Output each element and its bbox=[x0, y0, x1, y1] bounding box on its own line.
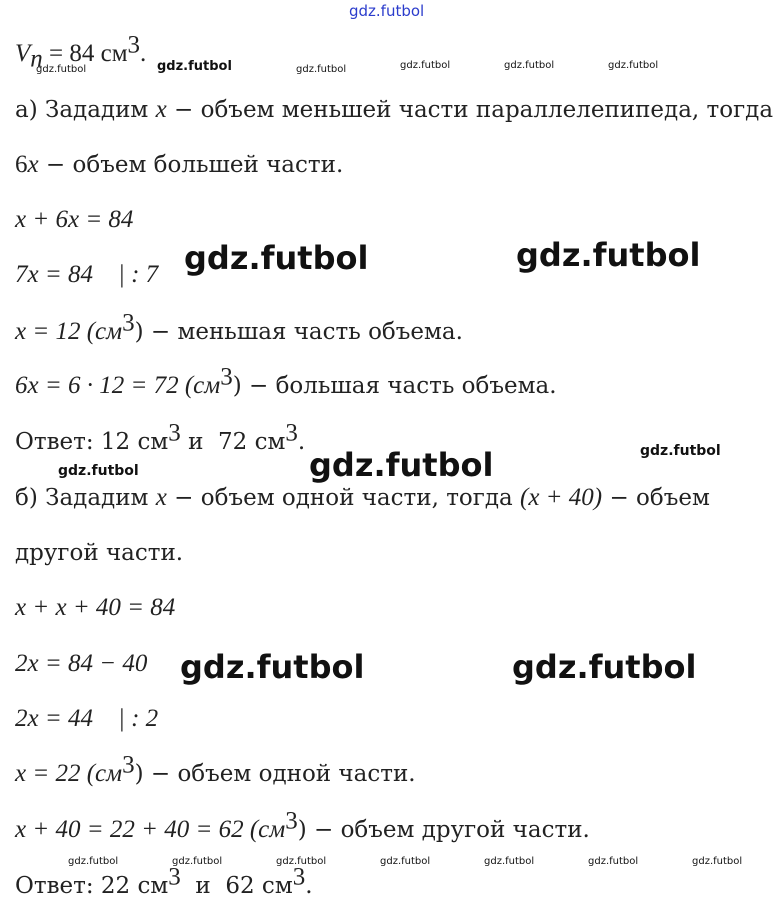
watermark: gdz.futbol bbox=[309, 446, 494, 484]
period: . bbox=[297, 429, 306, 455]
exponent: 3 bbox=[292, 863, 306, 891]
watermark: gdz.futbol bbox=[157, 59, 232, 74]
equation-text: x + 40 = 22 + 40 = 62 (см bbox=[15, 816, 286, 843]
equation-tail: ) − объем одной части. bbox=[134, 761, 416, 787]
part-a-intro-continued bbox=[15, 151, 343, 179]
watermark: gdz.futbol bbox=[380, 856, 431, 867]
watermark-top: gdz.futbol bbox=[349, 2, 425, 20]
answer-text: и 62 см bbox=[180, 873, 293, 899]
coefficient: 6 bbox=[15, 151, 28, 178]
part-b-equation-2: 2x = 84 − 40 bbox=[15, 650, 148, 677]
part-a-equation-1: x + 6x = 84 bbox=[15, 206, 134, 233]
watermark: gdz.futbol bbox=[640, 443, 721, 459]
exponent: 3 bbox=[127, 31, 141, 59]
watermark: gdz.futbol bbox=[276, 856, 327, 867]
variable-x: x bbox=[27, 151, 39, 178]
period: . bbox=[140, 40, 147, 67]
part-a-intro-text: а) Зададим bbox=[15, 97, 156, 123]
exponent: 3 bbox=[122, 751, 135, 779]
watermark: gdz.futbol bbox=[58, 463, 139, 479]
answer-text: Ответ: 22 см bbox=[15, 873, 169, 899]
volume-value: = 84 см bbox=[42, 40, 128, 67]
watermark: gdz.futbol bbox=[68, 856, 119, 867]
part-a-line2-text: − объем большей части. bbox=[38, 152, 344, 178]
part-b-intro-text: б) Зададим bbox=[15, 485, 156, 511]
part-a-equation-2: 7x = 84 | : 7 bbox=[15, 261, 159, 288]
part-a-answer bbox=[15, 419, 306, 456]
watermark: gdz.futbol bbox=[180, 648, 365, 686]
equation-tail: ) − объем другой части. bbox=[297, 817, 590, 843]
equation-text: 6x = 6 · 12 = 72 (см bbox=[15, 372, 221, 399]
part-a-equation-4 bbox=[15, 363, 557, 400]
expression: (x + 40) bbox=[520, 484, 603, 511]
variable-x: x bbox=[155, 484, 167, 511]
watermark: gdz.futbol bbox=[36, 64, 87, 75]
watermark: gdz.futbol bbox=[184, 239, 369, 277]
equation-text: x = 12 (см bbox=[15, 318, 123, 345]
watermark: gdz.futbol bbox=[400, 60, 451, 71]
watermark: gdz.futbol bbox=[512, 648, 697, 686]
volume-subscript: n bbox=[30, 45, 43, 73]
part-a-equation-3 bbox=[15, 309, 463, 346]
part-b-intro-text: − объем bbox=[602, 485, 710, 511]
watermark: gdz.futbol bbox=[588, 856, 639, 867]
part-b-answer bbox=[15, 863, 313, 900]
equation-tail: ) − меньшая часть объема. bbox=[134, 319, 463, 345]
part-b-equation-4 bbox=[15, 751, 416, 788]
part-b-intro-text: − объем одной части, тогда bbox=[166, 485, 521, 511]
part-b-intro bbox=[15, 484, 710, 512]
exponent: 3 bbox=[220, 363, 233, 391]
exponent: 3 bbox=[285, 419, 298, 447]
answer-text: Ответ: 12 см bbox=[15, 429, 169, 455]
exponent: 3 bbox=[122, 309, 135, 337]
watermark: gdz.futbol bbox=[172, 856, 223, 867]
watermark: gdz.futbol bbox=[516, 236, 701, 274]
answer-text: и 72 см bbox=[180, 429, 286, 455]
equation-tail: ) − большая часть объема. bbox=[232, 373, 557, 399]
exponent: 3 bbox=[168, 863, 181, 891]
watermark: gdz.futbol bbox=[484, 856, 535, 867]
part-b-intro-continued: другой части. bbox=[15, 540, 184, 566]
equation-text: x = 22 (см bbox=[15, 760, 123, 787]
part-b-equation-5 bbox=[15, 807, 590, 844]
exponent: 3 bbox=[285, 807, 298, 835]
volume-symbol: V bbox=[15, 40, 31, 67]
exponent: 3 bbox=[168, 419, 181, 447]
variable-x: x bbox=[155, 96, 167, 123]
period: . bbox=[305, 873, 313, 899]
part-b-equation-1: x + x + 40 = 84 bbox=[15, 594, 176, 621]
watermark: gdz.futbol bbox=[296, 64, 347, 75]
watermark: gdz.futbol bbox=[608, 60, 659, 71]
part-a-intro-text: − объем меньшей части параллелепипеда, тогда bbox=[166, 97, 774, 123]
watermark: gdz.futbol bbox=[504, 60, 555, 71]
watermark: gdz.futbol bbox=[692, 856, 743, 867]
part-a-intro bbox=[15, 96, 773, 124]
part-b-equation-3: 2x = 44 | : 2 bbox=[15, 705, 159, 732]
